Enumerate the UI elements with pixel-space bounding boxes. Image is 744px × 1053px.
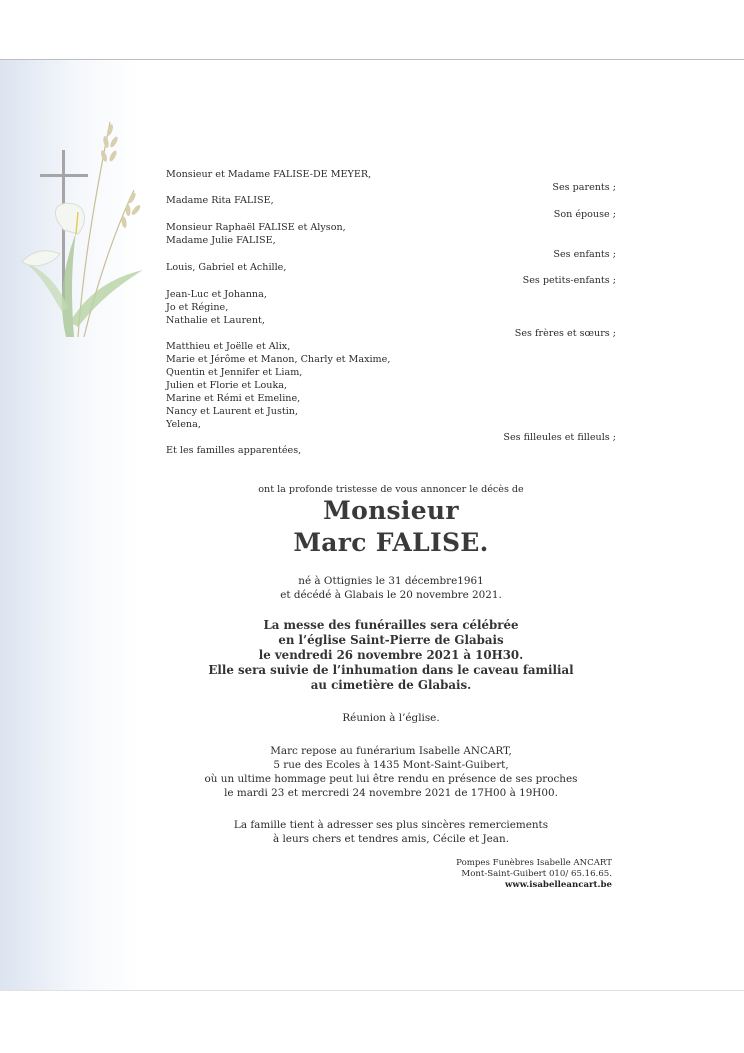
- family-name-line: Marie et Jérôme et Manon, Charly et Maxime,: [166, 354, 391, 365]
- meeting-note: Réunion à l’église.: [342, 712, 440, 724]
- cross-and-lily-icon: [18, 112, 148, 342]
- family-name-line: Louis, Gabriel et Achille,: [166, 262, 287, 273]
- wake-line: 5 rue des Ecoles à 1435 Mont-Saint-Guibert,: [273, 759, 509, 771]
- undertaker-website: www.isabelleancart.be: [504, 880, 612, 890]
- family-name-line: Yelena,: [166, 419, 201, 430]
- wake-line: le mardi 23 et mercredi 24 novembre 2021 de 17H00 à 19H00.: [224, 787, 558, 799]
- family-role: Ses parents ;: [552, 182, 616, 193]
- bottom-scan-edge: [0, 990, 744, 991]
- family-name-line: Monsieur et Madame FALISE-DE MEYER,: [166, 169, 372, 180]
- family-role: Son épouse ;: [553, 209, 616, 220]
- undertaker-contact: Mont-Saint-Guibert 010/ 65.16.65.: [461, 869, 612, 879]
- family-name-line: Jo et Régine,: [166, 302, 229, 313]
- thanks-note: [166, 818, 616, 846]
- announcement-intro: ont la profonde tristesse de vous annoncer le décès de: [258, 484, 524, 495]
- family-name-line: Marine et Rémi et Emeline,: [166, 393, 301, 404]
- family-name-line: Nathalie et Laurent,: [166, 315, 265, 326]
- family-name-line: Et les familles apparentées,: [166, 445, 302, 456]
- ceremony-line: le vendredi 26 novembre 2021 à 10H30.: [258, 648, 524, 662]
- thanks-line: La famille tient à adresser ses plus sincères remerciements: [233, 819, 549, 831]
- birth-death-dates: [166, 574, 616, 602]
- undertaker-signature: [456, 858, 612, 891]
- undertaker-name: Pompes Funèbres Isabelle ANCART: [456, 858, 612, 868]
- family-name-line: Madame Julie FALISE,: [166, 235, 276, 246]
- family-name-line: Jean-Luc et Johanna,: [166, 289, 267, 300]
- funeral-home-details: [166, 744, 616, 800]
- wake-line: où un ultime hommage peut lui être rendu en présence de ses proches: [204, 773, 578, 785]
- family-name-line: Madame Rita FALISE,: [166, 195, 274, 206]
- family-role: Ses filleules et filleuls ;: [503, 432, 616, 443]
- ceremony-line: au cimetière de Glabais.: [310, 678, 472, 692]
- family-role: Ses frères et sœurs ;: [514, 328, 616, 339]
- wake-line: Marc repose au funérarium Isabelle ANCART,: [270, 745, 512, 757]
- ceremony-line: La messe des funérailles sera célébrée: [263, 618, 519, 632]
- death-line: et décédé à Glabais le 20 novembre 2021.: [280, 589, 502, 601]
- thanks-line: à leurs chers et tendres amis, Cécile et Jean.: [272, 833, 510, 845]
- birth-line: né à Ottignies le 31 décembre1961: [298, 575, 484, 587]
- deceased-title: Monsieur: [323, 496, 459, 525]
- deceased-name: Marc FALISE.: [293, 528, 489, 557]
- family-role: Ses enfants ;: [553, 249, 616, 260]
- family-role: Ses petits-enfants ;: [522, 275, 616, 286]
- family-name-line: Monsieur Raphaël FALISE et Alyson,: [166, 222, 346, 233]
- ceremony-line: en l’église Saint-Pierre de Glabais: [278, 633, 504, 647]
- ceremony-line: Elle sera suivie de l’inhumation dans le caveau familial: [208, 663, 574, 677]
- family-name-line: Matthieu et Joëlle et Alix,: [166, 341, 291, 352]
- family-name-line: Julien et Florie et Louka,: [166, 380, 288, 391]
- family-name-line: Nancy et Laurent et Justin,: [166, 406, 299, 417]
- family-name-line: Quentin et Jennifer et Liam,: [166, 367, 303, 378]
- ceremony-details: [166, 618, 616, 693]
